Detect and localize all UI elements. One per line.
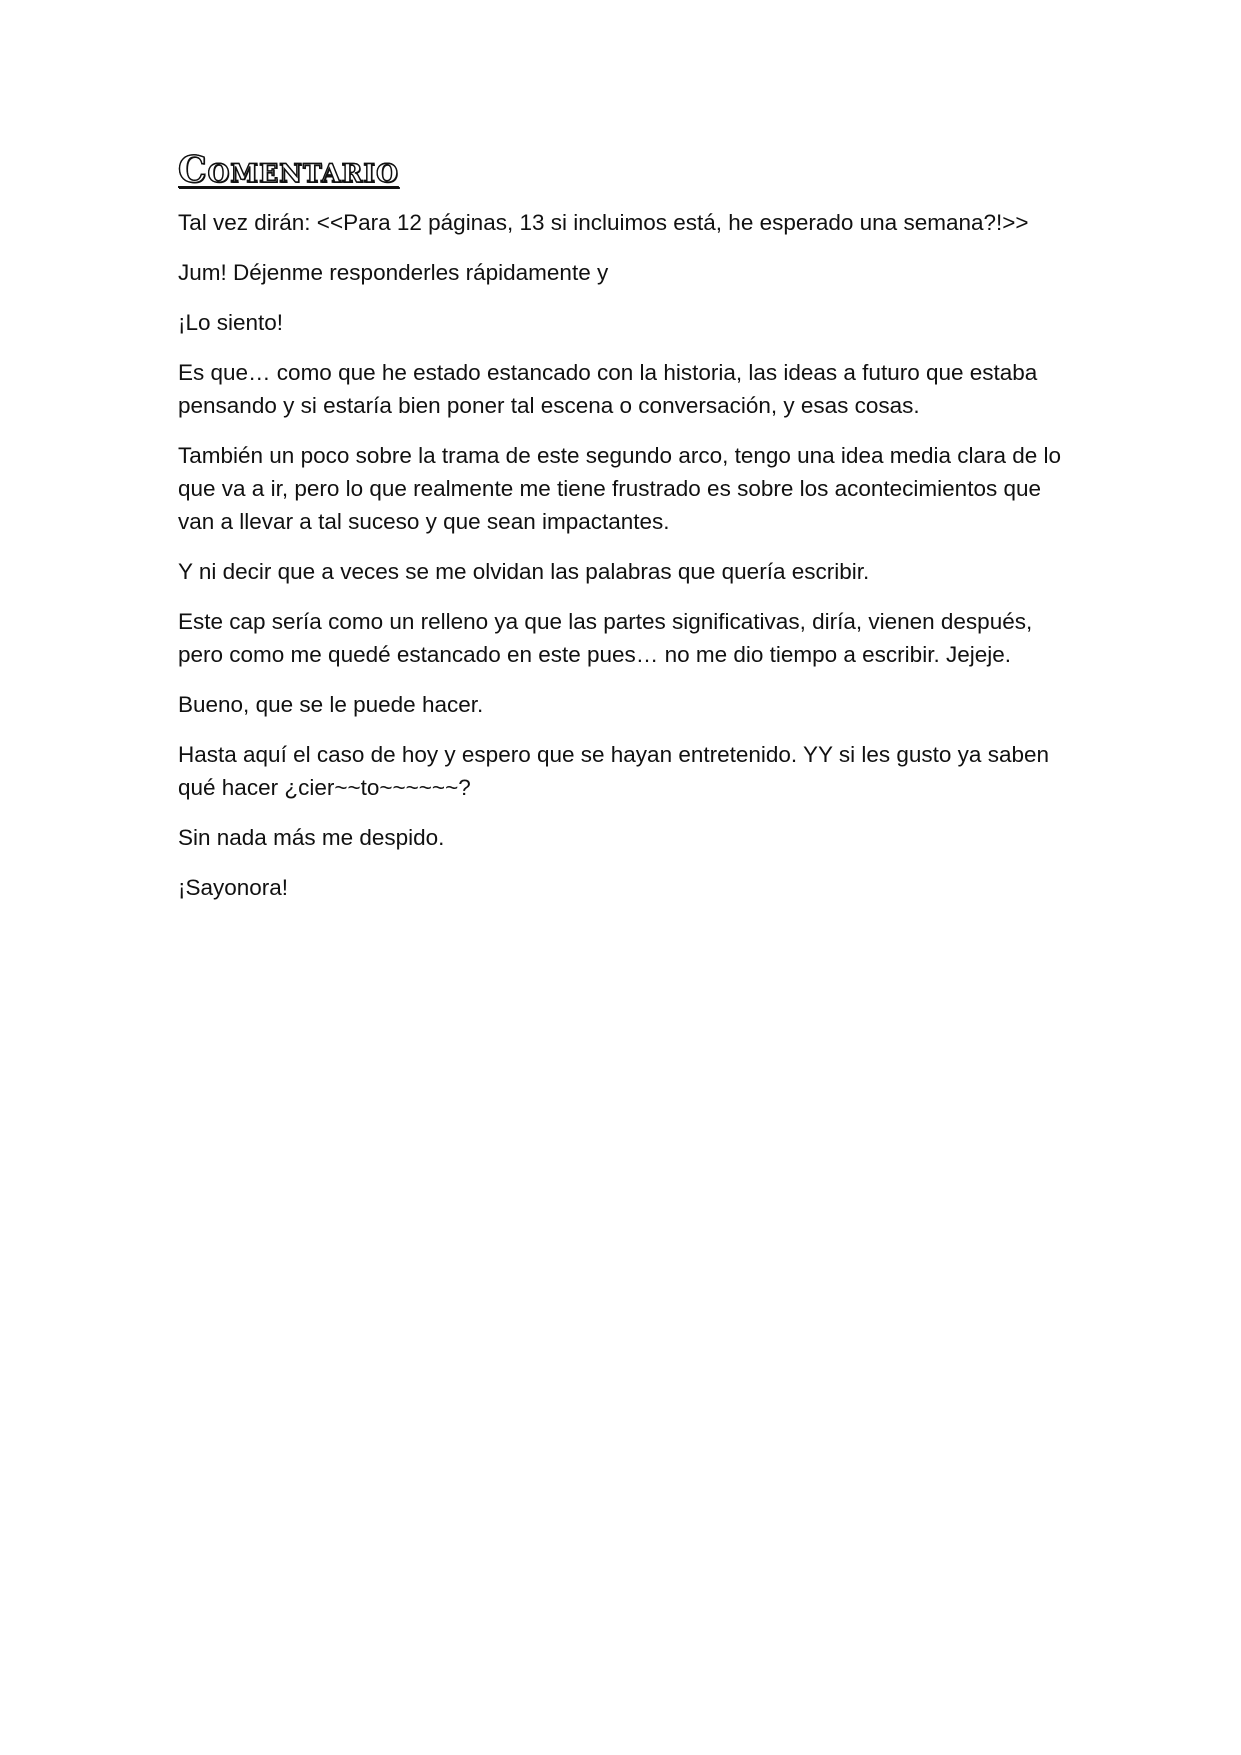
paragraph: ¡Lo siento! <box>178 310 284 335</box>
document-body <box>178 148 1068 921</box>
page-title: Comentario <box>178 149 399 191</box>
paragraph: Este cap sería como un relleno ya que las partes significativas, diría, vienen después, pero como me quedé estancado en este pues… no me dio tiempo a escribir. Jejeje. <box>178 609 1033 667</box>
paragraph: Jum! Déjenme responderles rápidamente y <box>178 260 609 285</box>
paragraph: También un poco sobre la trama de este segundo arco, tengo una idea media clara de lo que va a ir, pero lo que realmente me tiene frustrado es sobre los acontecimientos que van a llevar a tal suceso y que sean impactantes. <box>178 443 1062 534</box>
paragraph: ¡Sayonora! <box>178 875 289 900</box>
paragraph: Es que… como que he estado estancado con la historia, las ideas a futuro que estaba pensando y si estaría bien poner tal escena o conversación, y esas cosas. <box>178 360 1038 418</box>
paragraph: Tal vez dirán: <<Para 12 páginas, 13 si incluimos está, he esperado una semana?!>> <box>178 210 1029 235</box>
paragraph: Hasta aquí el caso de hoy y espero que se hayan entretenido. YY si les gusto ya saben qué hacer ¿cier~~to~~~~~~? <box>178 742 1049 800</box>
paragraph: Sin nada más me despido. <box>178 825 445 850</box>
paragraph: Y ni decir que a veces se me olvidan las palabras que quería escribir. <box>178 559 870 584</box>
paragraph: Bueno, que se le puede hacer. <box>178 692 484 717</box>
